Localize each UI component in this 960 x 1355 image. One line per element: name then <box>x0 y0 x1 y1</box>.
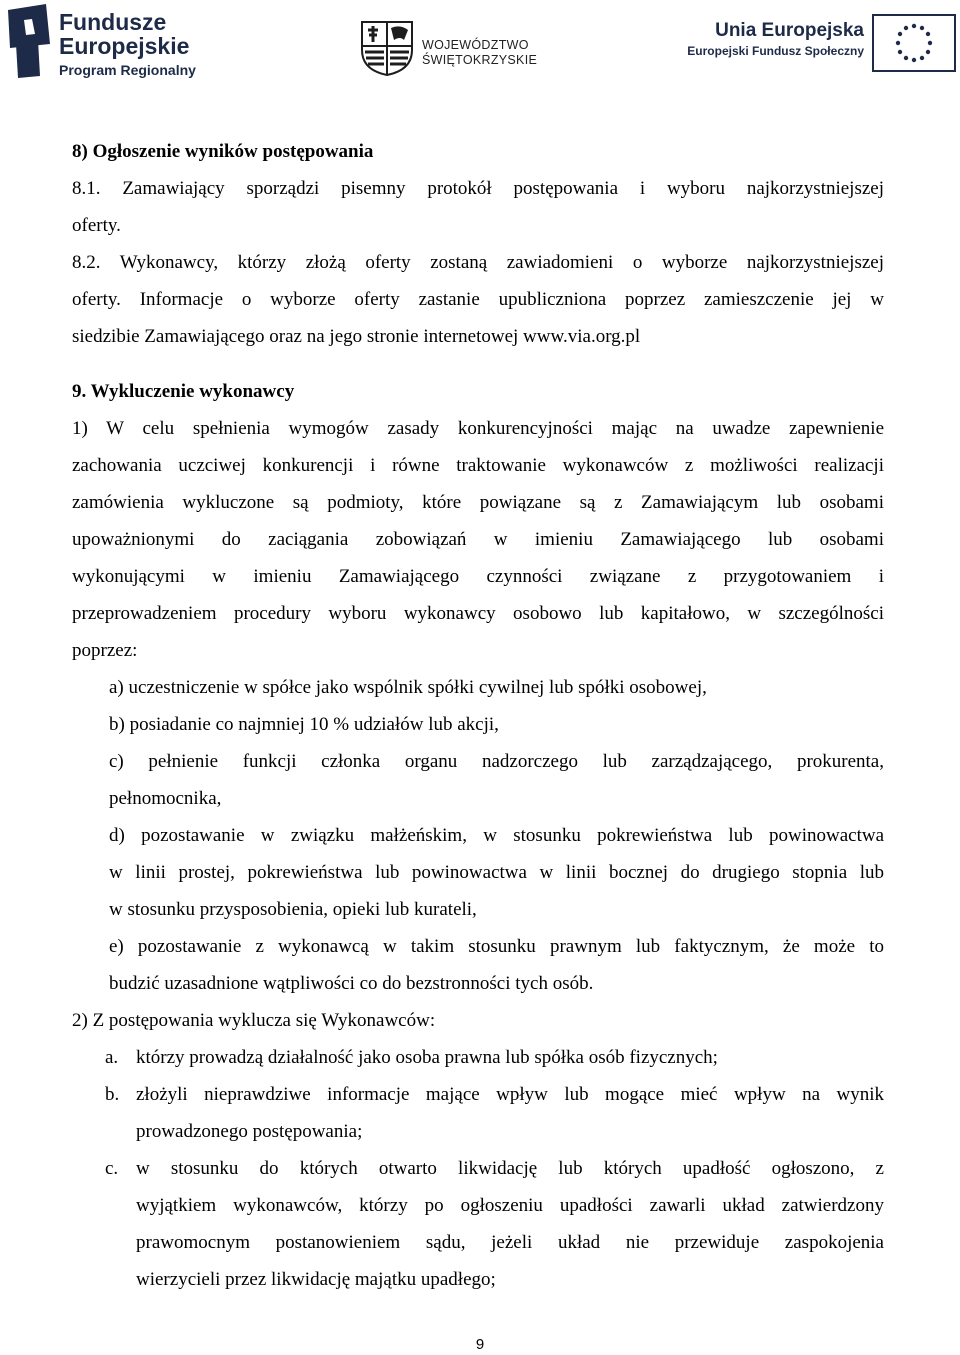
item-d-line-3: w stosunku przysposobienia, opieki lub kurateli, <box>109 899 477 920</box>
list2-item-a: którzy prowadzą działalność jako osoba prawna lub spółka osób fizycznych; <box>136 1047 718 1068</box>
item-c-line-1: c) pełnienie funkcji członka organu nadzorczego lub zarządzającego, prokurenta, <box>109 751 884 772</box>
fundusze-europejskie-logo <box>4 4 204 82</box>
para-9-1-line-1: 1) W celu spełnienia wymogów zasady konkurencyjności mając na uwadze zapewnienie <box>72 418 884 439</box>
list2-item-c-line-1: w stosunku do których otwarto likwidację lub których upadłość ogłoszono, z <box>136 1158 884 1179</box>
page-number: 9 <box>475 1336 485 1353</box>
list2-item-b-line-1: złożyli nieprawdziwe informacje mające wpływ lub mogące mieć wpływ na wynik <box>136 1084 884 1105</box>
item-c-line-2: pełnomocnika, <box>109 788 222 809</box>
item-d-line-1: d) pozostawanie w związku małżeńskim, w stosunku pokrewieństwa lub powinowactwa <box>109 825 884 846</box>
list2-item-c-line-3: prawomocnym postanowieniem sądu, jeżeli układ nie przewiduje zaspokojenia <box>136 1232 884 1253</box>
fundusze-europejskie-mark-icon <box>4 4 54 80</box>
section-8-heading: 8) Ogłoszenie wyników postępowania <box>72 141 374 162</box>
coat-of-arms-icon <box>360 20 414 76</box>
unia-europejska-logo <box>674 14 956 74</box>
item-b: b) posiadanie co najmniej 10 % udziałów lub akcji, <box>109 714 499 735</box>
item-a: a) uczestniczenie w spółce jako wspólnik spółki cywilnej lub spółki osobowej, <box>109 677 707 698</box>
logo-left-line2: Europejskie <box>59 33 190 59</box>
para-8-2-line-2: oferty. Informacje o wyborze oferty zastanie upubliczniona poprzez zamieszczenie jej w <box>72 289 884 310</box>
item-d-line-2: w linii prostej, pokrewieństwa lub powinowactwa w linii bocznej do drugiego stopnia lub <box>109 862 884 883</box>
item-e-line-1: e) pozostawanie z wykonawcą w takim stosunku prawnym lub faktycznym, że może to <box>109 936 884 957</box>
list2-marker-c: c. <box>105 1158 119 1179</box>
para-9-1-line-4: upoważnionymi do zaciągania zobowiązań w imieniu Zamawiającego lub osobami <box>72 529 884 550</box>
para-9-1-line-6: przeprowadzeniem procedury wyboru wykonawcy osobowo lub kapitałowo, w szczególności <box>72 603 884 624</box>
para-9-1-line-5: wykonującymi w imieniu Zamawiającego czynności związane z przygotowaniem i <box>72 566 884 587</box>
list2-marker-a: a. <box>105 1047 119 1068</box>
wojewodztwo-swietokrzyskie-logo <box>360 20 540 76</box>
para-9-2: 2) Z postępowania wyklucza się Wykonawców: <box>72 1010 436 1031</box>
item-e-line-2: budzić uzasadnione wątpliwości co do bezstronności tych osób. <box>109 973 594 994</box>
para-8-1-line-1: 8.1. Zamawiający sporządzi pisemny protokół postępowania i wyboru najkorzystniejszej <box>72 178 884 199</box>
logo-center-line2: ŚWIĘTOKRZYSKIE <box>422 53 538 67</box>
para-8-2-line-3: siedzibie Zamawiającego oraz na jego stronie internetowej www.via.org.pl <box>72 326 641 347</box>
list2-marker-b: b. <box>105 1084 120 1105</box>
logo-left-line3: Program Regionalny <box>59 62 196 78</box>
section-9-heading: 9. Wykluczenie wykonawcy <box>72 381 295 402</box>
para-8-1-line-2: oferty. <box>72 215 121 236</box>
para-9-1-line-3: zamówienia wykluczone są podmioty, które powiązane są z Zamawiającym lub osobami <box>72 492 884 513</box>
logo-right-line2: Europejski Fundusz Społeczny <box>687 44 864 58</box>
para-9-1-line-7: poprzez: <box>72 640 138 661</box>
logo-center-line1: WOJEWÓDZTWO <box>422 38 529 52</box>
para-8-2-line-1: 8.2. Wykonawcy, którzy złożą oferty zostaną zawiadomieni o wyborze najkorzystniejszej <box>72 252 884 273</box>
list2-item-b-line-2: prowadzonego postępowania; <box>136 1121 363 1142</box>
list2-item-c-line-2: wyjątkiem wykonawców, którzy po ogłoszeniu upadłości zawarli układ zatwierdzony <box>136 1195 884 1216</box>
logo-left-line1: Fundusze <box>59 9 167 35</box>
eu-flag-icon <box>872 14 956 72</box>
logo-right-line1: Unia Europejska <box>715 20 864 41</box>
para-9-1-line-2: zachowania uczciwej konkurencji i równe traktowanie wykonawców z możliwości realizacji <box>72 455 884 476</box>
list2-item-c-line-4: wierzycieli przez likwidację majątku upadłego; <box>136 1269 496 1290</box>
